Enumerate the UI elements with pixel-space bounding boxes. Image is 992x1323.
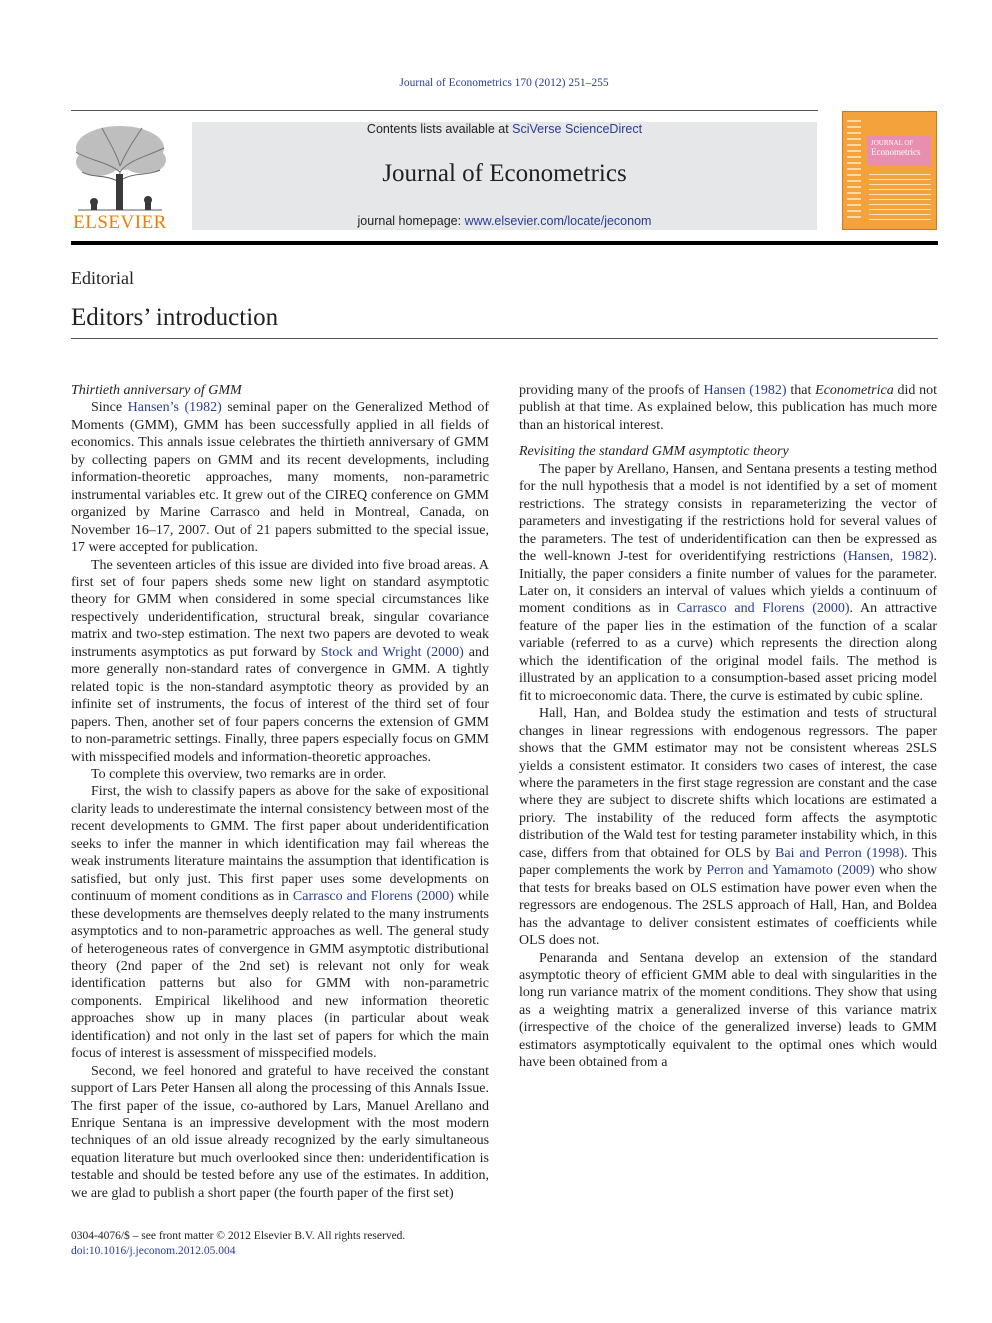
text-run: time. <box>604 400 634 416</box>
header-thick-rule <box>71 241 938 245</box>
issn-line: 0304-4076/$ – see front matter © 2012 Elsevier B.V. All rights reserved. <box>71 1230 406 1242</box>
text-run: along <box>256 1081 288 1097</box>
paragraph <box>519 950 937 1072</box>
text-run: an <box>152 1133 167 1149</box>
text-run: honored <box>190 1063 237 1079</box>
citation-link[interactable]: Carrasco and Florens (2000) <box>676 601 850 617</box>
elsevier-logo <box>68 122 172 234</box>
text-run: and <box>118 1168 139 1184</box>
citation-link[interactable]: (Hansen, 1982) <box>843 549 934 565</box>
text-run: old <box>171 1133 190 1149</box>
text-run: the <box>290 1081 308 1097</box>
journal-title: Journal of Econometrics <box>382 160 627 187</box>
text-run: set) <box>433 1185 454 1201</box>
text-run: In <box>423 1168 436 1184</box>
text-run <box>183 1116 190 1131</box>
text-run: The seventeen articles of this issue are divided into five broad areas. A first set of four papers sheds some new light on standard asymptotic theory for GMM when considered in some special circumstances like respectively underidentification, structural break, singular covariance matrix and two-step estimation. The next two papers are devoted to weak instruments asymptotics as put forward by <box>71 557 489 660</box>
text-run: this <box>390 1081 411 1097</box>
text-run: (the <box>273 1185 296 1201</box>
citation-link[interactable]: Bai and Perron (1998) <box>775 845 904 861</box>
text-run: testable <box>71 1168 114 1184</box>
text-run: below, <box>715 400 753 416</box>
text-run: modern <box>446 1116 490 1132</box>
text-run: simultaneous <box>415 1133 490 1149</box>
footer <box>71 1229 405 1259</box>
text-run: are <box>90 1185 108 1201</box>
text-run: paper <box>126 1098 158 1114</box>
text-run: early <box>382 1133 411 1149</box>
paragraph <box>71 766 489 783</box>
text-run: a <box>198 1185 205 1201</box>
doi-link[interactable]: doi:10.1016/j.jeconom.2012.05.004 <box>71 1245 236 1257</box>
text-run: and <box>468 1098 490 1114</box>
text-run: issue, <box>203 1098 235 1114</box>
text-run: impressive <box>209 1116 271 1132</box>
text-run: Annals <box>413 1081 454 1097</box>
text-run: much <box>200 1150 232 1166</box>
text-run: Lars <box>131 1081 157 1097</box>
paragraph <box>71 399 489 556</box>
paragraph <box>519 461 937 705</box>
text-run: . Initially, the paper considers a finite number of values for the parameter. Later on, it considers an interval of values which yields a continuum of moment conditions as in <box>519 549 938 617</box>
publisher-name: ELSEVIER <box>73 212 167 233</box>
text-run: historical <box>563 417 616 433</box>
text-run: has <box>849 400 869 416</box>
text-run: Arellano <box>414 1098 464 1114</box>
text-run: Issue. <box>456 1081 490 1097</box>
text-run: by <box>340 1133 355 1149</box>
text-run: overlooked <box>236 1150 300 1166</box>
journal-cover-thumbnail <box>842 111 937 230</box>
text-run: explained <box>657 400 712 416</box>
text-run: first <box>98 1098 121 1114</box>
text-run: first <box>407 1185 430 1201</box>
text-run: seminal paper on the Generalized Method of Moments (GMM), GMM has been successfully applied in all fields of economics. This annals issue celebrates the thirtieth anniversary of GMM by collecting papers on GMM and its recent developments, including information-theoretic approaches, many moments, non-parametric instrumental variables etc. It grew out of the CIREQ conference on GMM organized by Marine Carrasco and held in Montreal, Canada, on November 16–17, 2007. Out of 21 papers submitted to the special issue, 17 were accepted for publication. <box>71 400 489 556</box>
text-run: the <box>386 1185 404 1201</box>
text-run: support <box>71 1081 113 1097</box>
text-run: this <box>757 400 778 416</box>
paragraph-split <box>71 1063 489 1203</box>
text-run: we <box>141 1063 158 1079</box>
citation-link[interactable]: Carrasco and Florens (2000) <box>292 889 454 905</box>
text-run: is <box>173 1116 183 1132</box>
text-run: Hansen <box>192 1081 235 1097</box>
paragraph-continued <box>519 382 937 434</box>
text-run: since <box>303 1150 333 1166</box>
text-run: Since <box>91 400 128 416</box>
text-run: but <box>178 1150 197 1166</box>
header-rule <box>71 110 818 111</box>
text-run: co-authored <box>240 1098 308 1114</box>
text-run: of <box>116 1081 129 1097</box>
text-run: literature <box>123 1150 175 1166</box>
text-run: to <box>139 1185 150 1201</box>
text-run: publication <box>782 400 845 416</box>
text-run: should <box>142 1168 180 1184</box>
text-run: processing <box>311 1081 372 1097</box>
text-run: . This paper complements the work by <box>519 845 938 879</box>
text-run: an <box>546 417 560 433</box>
text-run: . An attractive feature of the paper lies in the estimation of the function of a scalar variable (referred to as a curve) which represents the direction along which the identification of the original model fails. The method is illustrated by an application to a consumption-based asset pricing model fit to microeconomic data. There, the curve is estimated by cubic spline. <box>519 601 938 704</box>
section-heading-revisiting: Revisiting the standard GMM asymptotic theory <box>519 444 789 460</box>
text-run: development <box>277 1116 350 1132</box>
text-run <box>203 1116 210 1131</box>
text-run: recognized <box>273 1133 336 1149</box>
text-run: and more generally non-standard rates of convergence in GMM. A tightly related topic is the non-standard asymptotic theory as provided by an infinite set of instruments, the focus of interest of the third set of four papers. Then, another set of four papers concerns the extension of GMM to non-parametric settings. Finally, three papers especially focus on GMM with misspecified models and information-theoretic approaches. <box>71 644 489 765</box>
text-run: Peter <box>160 1081 190 1097</box>
text-run: did <box>897 383 916 398</box>
citation-link[interactable]: Perron and Yamamoto (2009) <box>706 863 875 879</box>
article-type: Editorial <box>71 268 134 288</box>
text-run: Second, <box>91 1063 136 1079</box>
text-run: interest. <box>618 417 664 433</box>
text-run: at <box>564 400 575 416</box>
text-run: short <box>207 1185 236 1201</box>
contents-line <box>192 122 817 136</box>
text-run: techniques <box>71 1133 131 1149</box>
text-run: tested <box>201 1168 235 1184</box>
text-run: Penaranda and Sentana develop an extension of the standard asymptotic theory of efficient GMM able to deal with singularities in the long run variance matrix of the moment conditions. They show that using as a weighting matrix a generalized inverse of this variance matrix (irrespective of the choice of the generalized inverse) leads to GMM estimators asymptotically equivalent to the optimal ones which would have been obtained from a <box>519 950 937 1071</box>
text-run: of <box>326 1168 339 1184</box>
text-run: underidentification <box>368 1150 476 1166</box>
text-run: much <box>872 400 904 416</box>
citation-link[interactable]: Hansen <box>703 383 746 398</box>
text-run: an <box>189 1116 203 1132</box>
text-run: publish <box>153 1185 195 1201</box>
text-run: most <box>412 1116 440 1132</box>
text-run: than <box>519 417 544 433</box>
text-run: many <box>577 383 609 398</box>
text-run: Lars, <box>332 1098 361 1114</box>
text-run: The <box>71 1098 93 1114</box>
text-run: received <box>366 1063 414 1079</box>
text-run: Manuel <box>366 1098 410 1114</box>
text-run: we <box>71 1185 88 1201</box>
text-run: constant <box>442 1063 489 1079</box>
citation-link[interactable]: Hansen’s (1982) <box>127 400 222 416</box>
text-run: The paper by Arellano, Hansen, and Sentana presents a testing method for the null hypothesis that a model is not identified by a set of moment restrictions. The strategy consists in reparameterizing the vector of parameters and investigating if the restrictions hold for several values of the parameters. The test of underidentification can then be expressed as the well-known J-test for overidentifying restrictions <box>519 461 937 565</box>
text-run: First, the wish to classify papers as above for the sake of expositional clarity leads to underestimate the internal consistency between most of the recent developments to GMM. The first paper about underidentification seeks to infer the manner in which identification may fail whereas the weak instruments literature maintains the assumption that identification is satisfied, but only just. This first paper uses some developments on continuum of moment conditions as in <box>71 784 489 905</box>
text-run: estimates. <box>363 1168 420 1184</box>
text-run: use <box>303 1168 323 1184</box>
text-run: all <box>238 1081 253 1097</box>
text-run: of <box>375 1081 387 1097</box>
text-run: Enrique <box>71 1116 116 1132</box>
text-run: To complete this overview, two remarks are in order. <box>91 766 387 782</box>
text-run: grateful <box>268 1063 312 1079</box>
text-run: As <box>636 400 653 416</box>
elsevier-tree-icon <box>68 122 172 214</box>
text-run: that <box>579 400 601 416</box>
paragraph <box>71 783 489 1062</box>
title-rule <box>71 338 938 339</box>
text-run: be <box>184 1168 198 1184</box>
text-run: paper <box>239 1185 271 1201</box>
sciencedirect-link[interactable]: SciVerse ScienceDirect <box>512 122 643 136</box>
cover-title-1: JOURNAL OF <box>871 139 914 147</box>
text-run: any <box>278 1168 300 1184</box>
homepage-link[interactable]: www.elsevier.com/locate/jeconom <box>464 214 652 228</box>
journal-banner <box>192 122 817 230</box>
text-run: equation <box>71 1150 120 1166</box>
text-run: with <box>356 1116 382 1132</box>
text-run: who show that tests for breaks based on OLS estimation have power even when the regressors are endogenous. The 2SLS approach of Hall, Han, and Boldea has the advantage to deliver consistent estimates of coefficients while OLS does not. <box>519 863 937 949</box>
text-run: paper <box>336 1185 369 1201</box>
italic-text: Econometrica <box>815 383 894 398</box>
cover-title-block <box>867 136 931 166</box>
text-run: the <box>359 1133 377 1149</box>
citation-link[interactable]: Stock and Wright (2000) <box>320 644 464 660</box>
text-run: glad <box>111 1185 136 1201</box>
text-run: addition, <box>439 1168 490 1184</box>
text-run: the <box>388 1116 406 1132</box>
text-run: of <box>688 383 700 398</box>
text-run: feel <box>163 1063 185 1079</box>
contents-prefix: Contents lists available at <box>366 122 513 136</box>
text-run: the <box>627 383 645 398</box>
text-run: of <box>163 1098 175 1114</box>
text-run: Hall, Han, and Boldea study the estimation and tests of structural changes in linear regressions with endogenous regressors. The paper shows that the GMM estimator may not be consistent whereas 2SLS yields a consistent estimator. It considers two cases of interest, the case where the parameters in the first stage regression are constant and the case where they are subject to discrete shifts which locations are estimated a priory. The instability of the reduced form affects the asymptotic distribution of the Wald test for testing parameter instability which, in this case, differs from that obtained for OLS by <box>519 706 937 861</box>
text-run: before <box>238 1168 275 1184</box>
text-run: providing <box>519 383 574 398</box>
text-run: and <box>242 1063 263 1079</box>
left-column <box>71 382 489 1202</box>
text-run: the <box>342 1168 360 1184</box>
journal-citation[interactable]: Journal of Econometrics 170 (2012) 251–255 <box>399 77 609 89</box>
text-run: have <box>334 1063 361 1079</box>
text-run: more <box>908 400 938 416</box>
section-heading-anniversary: Thirtieth anniversary of GMM <box>71 383 242 398</box>
article-title: Editors’ introduction <box>71 304 279 331</box>
right-column <box>519 382 937 1072</box>
text-run: already <box>227 1133 269 1149</box>
text-run: then: <box>336 1150 365 1166</box>
text-run: issue <box>194 1133 223 1149</box>
paragraph <box>71 557 489 766</box>
homepage-line <box>192 214 817 228</box>
text-run: the <box>419 1063 437 1079</box>
text-run: by <box>312 1098 327 1114</box>
text-run: of <box>612 383 624 398</box>
text-run: while these developments are themselves deeply related to the many instruments asymptotics and to non-parametric approaches as well. The general study of heterogeneous rates of convergence in GMM asymptotic distributional theory (2nd paper of the 2nd set) is relevant not only for weak identification patterns but also for GMM with non-parametric components. Empirical likelihood and new information theoretic approaches show up in many places (in particular about weak identification) and not only in the last set of papers for which the main focus of interest is assessment of misspecified models. <box>71 889 490 1062</box>
cover-spine-text <box>847 120 861 220</box>
homepage-prefix: journal homepage: <box>357 214 465 228</box>
text-run: publish <box>519 400 561 416</box>
paragraph <box>519 705 937 949</box>
text-run: that <box>790 383 812 398</box>
cover-contents-lines <box>869 174 931 222</box>
text-run: not <box>919 383 938 398</box>
text-run: fourth <box>299 1185 334 1201</box>
cover-title-2: Econometrics <box>871 147 921 157</box>
text-run: is <box>479 1150 489 1166</box>
citation-link[interactable]: (1982) <box>749 383 787 398</box>
text-run: Sentana <box>122 1116 167 1132</box>
text-run: of <box>136 1133 148 1149</box>
text-run: to <box>317 1063 329 1079</box>
text-run: proofs <box>648 383 685 398</box>
text-run: of <box>371 1185 384 1201</box>
text-run: the <box>180 1098 198 1114</box>
